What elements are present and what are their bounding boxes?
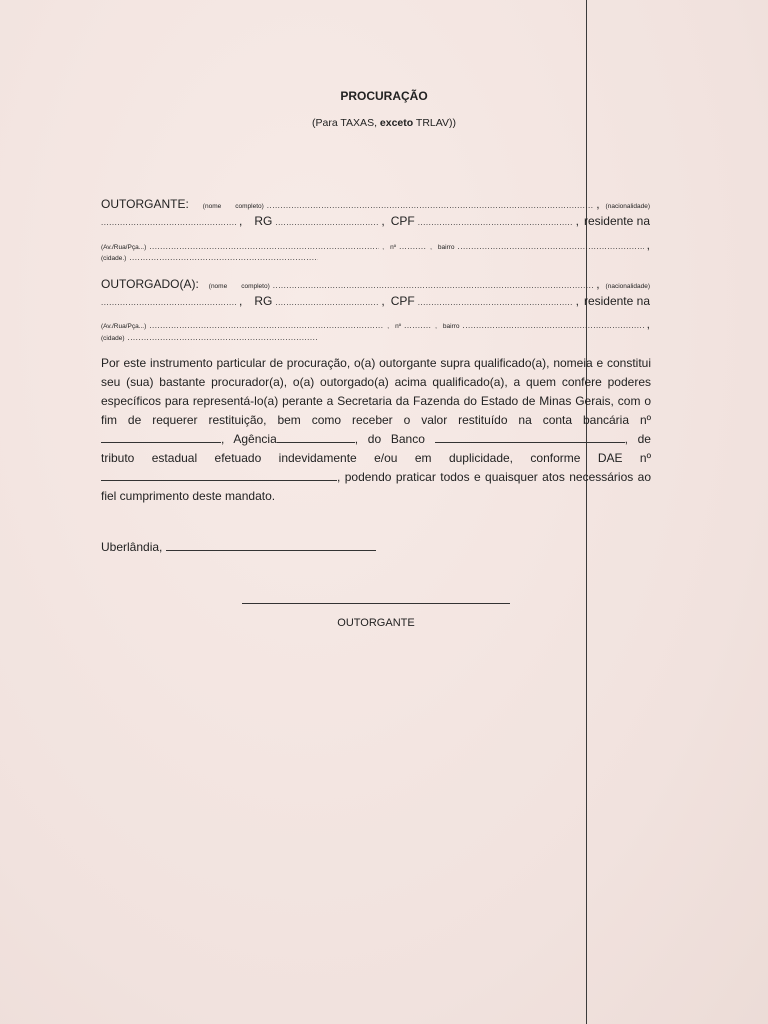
fill-dots xyxy=(399,242,427,251)
outorgante-residente: residente na xyxy=(583,214,650,228)
outorgante-cidade-line xyxy=(101,253,321,262)
city-date-line xyxy=(101,538,376,554)
outorgante-endereco-line: (Av./Rua/Pça...) ..... , nº ..... , bairro ..... , xyxy=(101,238,650,252)
fill-dots xyxy=(273,281,593,290)
outorgado-completo-hint: completo) xyxy=(241,283,270,290)
banco-label: do Banco xyxy=(367,432,425,446)
signature-line xyxy=(242,603,510,604)
fill-dots xyxy=(275,298,378,307)
outorgante-numero: nº xyxy=(390,244,397,251)
fill-dots xyxy=(418,218,573,227)
document-subtitle: (Para TAXAS, exceto TRLAV)) xyxy=(312,117,456,129)
agencia-blank xyxy=(277,430,355,443)
fill-dots xyxy=(275,218,378,227)
outorgante-completo-hint: completo) xyxy=(235,203,264,210)
procuracao-body: Por este instrumento particular de procuração, o(a) outorgante supra qualificado(a), nomeia e constitui seu (sua) bastante procurador(a), o(a) outorgado(a) acima qualificado(a), a quem confere poderes específicos para representá-lo(a) perante a Secretaria da Fazenda do Estado de Minas Gerais, com o fim de requerer restituição, bem como receber o valor restituído na conta bancária nº , Agência , do Banco , de tributo estadual efetuado indevidamente e/ou em duplicidade, conforme DAE nº , podendo praticar todos e quaisquer atos necessários ao fiel cumprimento deste mandato. xyxy=(101,356,651,503)
body-part1: Por este instrumento particular de procuração, o(a) outorgante supra qualificado(a), nomeia e constitui seu (sua) bastante procurador(a), o(a) outorgado(a) acima qualificado(a), a quem confere poderes específicos para representá-lo(a) perante a Secretaria da Fazenda do Estado de Minas Gerais, com o fim de requerer restituição, bem como receber o valor restituído na conta bancária nº xyxy=(101,356,651,427)
outorgante-nome-hint: (nome xyxy=(202,203,222,210)
signature-label: OUTORGANTE xyxy=(337,617,415,629)
city-label: Uberlândia, xyxy=(101,540,163,554)
outorgado-cpf: CPF xyxy=(390,294,415,308)
agencia-label: Agência xyxy=(233,432,277,446)
date-blank xyxy=(166,538,376,551)
body-part3: podendo praticar todos e quaisquer atos necessários ao fiel cumprimento deste mandato. xyxy=(101,470,651,503)
fill-dots xyxy=(149,242,379,251)
outorgado-residente: residente na xyxy=(583,294,650,308)
outorgado-rg: RG xyxy=(254,294,273,308)
conta-blank xyxy=(101,430,221,443)
outorgado-bairro: bairro xyxy=(442,323,460,330)
outorgante-rg-line: ..... , RG ..... , CPF ..... , residente na xyxy=(101,214,650,228)
fill-dots xyxy=(149,321,384,330)
outorgante-cidade-hint: (cidade.) xyxy=(101,255,127,262)
dae-blank xyxy=(101,468,337,481)
outorgante-bairro: bairro xyxy=(437,244,455,251)
outorgado-nome-hint: (nome xyxy=(208,283,228,290)
fill-dots xyxy=(101,298,236,307)
outorgado-name-line: OUTORGADO(A): (nome completo) ..... , (nacionalidade) xyxy=(101,277,650,291)
banco-blank xyxy=(435,430,625,443)
fill-dots xyxy=(129,253,318,262)
outorgado-cidade-hint: (cidade) xyxy=(101,335,125,342)
outorgante-label: OUTORGANTE: xyxy=(101,197,189,211)
fold-crease xyxy=(586,0,587,1024)
fill-dots xyxy=(463,321,644,330)
outorgado-rg-line: ..... , RG ..... , CPF ..... , residente na xyxy=(101,294,650,308)
outorgado-nacionalidade: (nacionalidade) xyxy=(605,283,650,290)
outorgado-numero: nº xyxy=(395,323,402,330)
outorgante-nacionalidade: (nacionalidade) xyxy=(605,203,650,210)
document-title: PROCURAÇÃO xyxy=(340,89,428,103)
fill-dots xyxy=(267,201,593,210)
outorgado-endereco-hint: (Av./Rua/Pça...) xyxy=(101,323,147,330)
fill-dots xyxy=(404,321,432,330)
outorgante-endereco-hint: (Av./Rua/Pça...) xyxy=(101,244,147,251)
outorgante-name-line: OUTORGANTE: (nome completo) ..... , (nacionalidade) xyxy=(101,197,650,211)
outorgado-label: OUTORGADO(A): xyxy=(101,277,199,291)
outorgante-rg: RG xyxy=(254,214,273,228)
fill-dots xyxy=(127,333,318,342)
outorgado-cidade-line xyxy=(101,333,321,342)
body-part2: de tributo estadual efetuado indevidamente e/ou em duplicidade, conforme DAE nº xyxy=(101,432,651,465)
outorgado-endereco-line: (Av./Rua/Pça...) ..... , nº ..... , bairro ..... , xyxy=(101,317,650,331)
fill-dots xyxy=(418,298,573,307)
fill-dots xyxy=(101,218,236,227)
fill-dots xyxy=(458,242,644,251)
outorgante-cpf: CPF xyxy=(390,214,415,228)
